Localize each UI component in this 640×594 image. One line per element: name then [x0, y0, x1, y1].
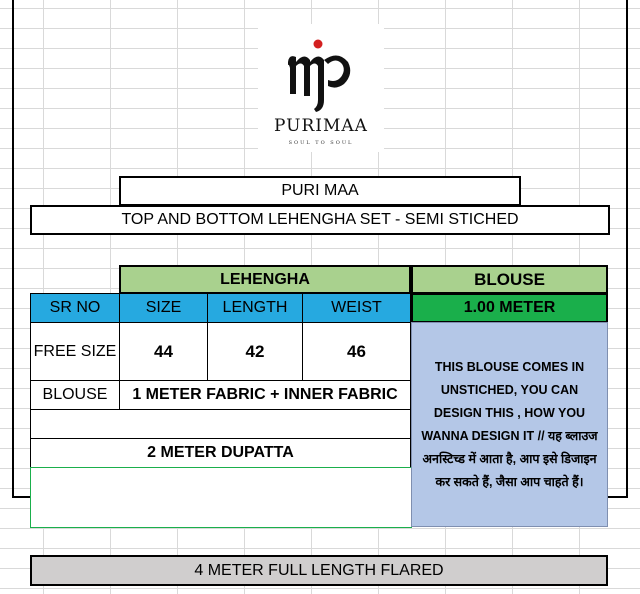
free-size-length-value: 42: [207, 322, 303, 381]
logo-brand-text: PURIMAA: [274, 116, 368, 136]
free-size-size-value: 44: [119, 322, 208, 381]
blouse-note-text: THIS BLOUSE COMES IN UNSTICHED, YOU CAN DESIGN THIS , HOW YOU WANNA DESIGN IT // यह ब्लाउज अनस्टिच्ड में आता है, आप इसे डिजाइन कर सकते हैं, जैसा आप चाहते हैं।: [421, 359, 598, 489]
blouse-row-value: 1 METER FABRIC + INNER FABRIC: [119, 380, 411, 410]
empty-row: [30, 409, 411, 439]
blouse-note: [411, 322, 608, 527]
col-header-sr-no: SR NO: [30, 293, 120, 323]
col-header-size: SIZE: [119, 293, 208, 323]
blouse-meter: 1.00 METER: [411, 293, 608, 323]
blouse-header: BLOUSE: [411, 265, 608, 294]
logo: [258, 24, 384, 152]
dupatta-row: 2 METER DUPATTA: [30, 438, 411, 468]
empty-note-area: [30, 467, 412, 528]
title-row: PURI MAA: [119, 176, 521, 206]
blouse-row-label: BLOUSE: [30, 380, 120, 410]
subtitle-row: TOP AND BOTTOM LEHENGHA SET - SEMI STICHED: [30, 205, 610, 235]
free-size-label: FREE SIZE: [30, 322, 120, 381]
logo-mark-icon: [258, 24, 384, 114]
col-header-length: LENGTH: [207, 293, 303, 323]
col-header-weist: WEIST: [302, 293, 411, 323]
free-size-weist-value: 46: [302, 322, 411, 381]
footer-row: 4 METER FULL LENGTH FLARED: [30, 555, 608, 586]
lehengha-header: LEHENGHA: [119, 265, 411, 294]
logo-tagline: SOUL TO SOUL: [288, 140, 354, 146]
